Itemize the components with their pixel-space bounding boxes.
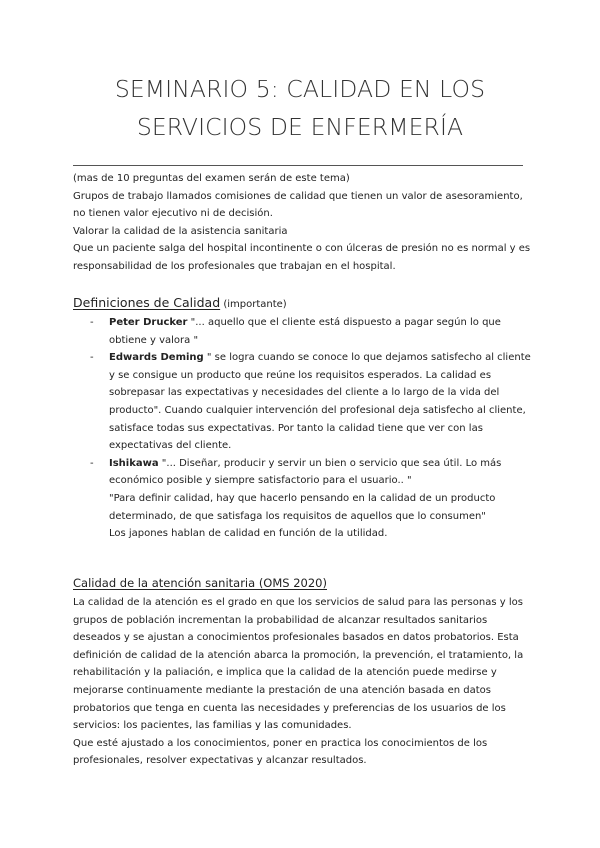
oms-paragraph: La calidad de la atención es el grado en que los servicios de salud para las personas y los grupos de población incrementan la probabilidad de alcanzar resultados sanitarios deseados y se ajustan a conocimientos profesionales basados en datos probatorios. Esta definición de calidad de la atención abarca la promoción, la prevención, el tratamiento, la rehabilitación y la paliación, e implica que la calidad de la atención puede medirse y mejorarse continuamente mediante la prestación de una atención basada en datos probatorios que tenga en cuenta las necesidades y preferencias de los usuarios de los servicios: los pacientes, las familias y las comunidades. [73,597,524,732]
list-item [73,455,533,543]
intro-section [73,170,533,276]
title-line-1: SEMINARIO 5: CALIDAD EN LOS [114,75,486,103]
list-item [73,349,533,455]
definition-text [109,314,533,349]
list-dash: - [90,352,94,364]
definitions-heading-note: (importante) [220,299,287,310]
definition-quote: " se logra cuando se conoce lo que dejamos satisfecho al cliente y se consigue un producto que reúne los requisitos esperados. La calidad es sobrepasar las expectativas y necesidades del cliente a lo largo de la vida del producto". Cuando cualquier intervención del profesional deja satisfecho al cliente, satisface todas sus expectativas. Por tanto la calidad tiene que ver con las expectativas del cliente. [109,352,531,452]
intro-commissions: Grupos de trabajo llamados comisiones de calidad que tienen un valor de asesoramiento, no tienen valor ejecutivo ni de decisión. [73,190,523,220]
definition-quote: "... Diseñar, producir y servir un bien o servicio que sea útil. Lo más económico posible y siempre satisfactorio para el usuario.. " [109,457,502,487]
definition-extra-note: Los japones hablan de calidad en función de la utilidad. [109,528,388,540]
page-title [60,70,540,146]
definition-text [109,349,533,455]
definition-extra-quote: "Para definir calidad, hay que hacerlo pensando en la calidad de un producto determinado, de que satisfaga los requisitos de aquellos que lo consumen" [109,492,496,522]
definitions-heading [73,294,287,314]
definition-author: Peter Drucker [109,317,188,328]
title-line-2: SERVICIOS DE ENFERMERÍA [136,113,464,141]
definition-author: Edwards Deming [109,352,204,364]
oms-heading-text: Calidad de la atención sanitaria (OMS 2020) [73,576,327,590]
list-dash: - [90,317,94,328]
definition-author: Ishikawa [109,457,159,469]
definitions-list [73,314,533,543]
definition-quote: "... aquello que el cliente está dispuesto a pagar según lo que obtiene y valora " [109,317,501,346]
intro-value-care: Valorar la calidad de la asistencia sanitaria [73,225,288,237]
title-divider [73,165,523,166]
oms-heading [73,574,327,592]
intro-responsibility: Que un paciente salga del hospital incontinente o con úlceras de presión no es normal y es responsabilidad de los profesionales que trabajan en el hospital. [73,243,531,272]
intro-exam-note: (mas de 10 preguntas del examen serán de este tema) [73,173,350,184]
definition-text [109,455,533,490]
list-item [73,314,533,349]
definitions-heading-text: Definiciones de Calidad [73,295,221,310]
oms-closing: Que esté ajustado a los conocimientos, poner en practica los conocimientos de los profesionales, resolver expectativas y alcanzar resultados. [73,737,488,767]
oms-section [73,594,533,770]
list-dash: - [90,457,94,469]
